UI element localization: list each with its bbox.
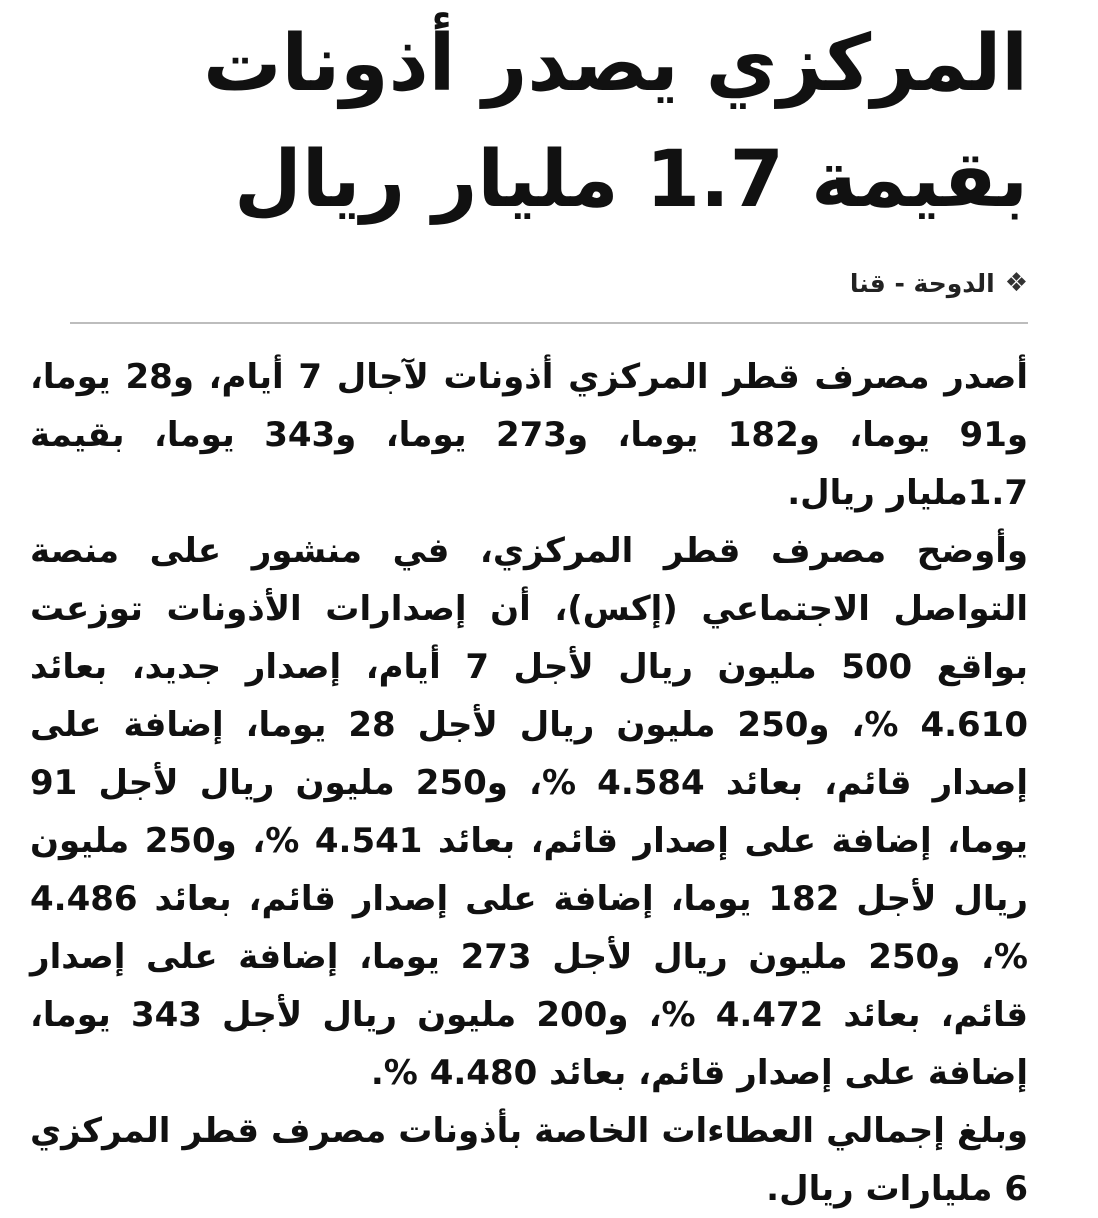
diamond-bullet-icon: ❖: [1004, 268, 1028, 298]
article-headline: المركزي يصدر أذونات بقيمة 1.7 مليار ريال: [203, 19, 1028, 225]
article-paragraph-1: أصدر مصرف قطر المركزي أذونات لآجال 7 أيام، و28 يوما، و91 يوما، و182 يوما، و273 يوما، و343 يوما، بقيمة 1.7مليار ريال.: [30, 357, 1028, 513]
article-paragraph-2: وأوضح مصرف قطر المركزي، في منشور على منصة التواصل الاجتماعي (إكس)، أن إصدارات الأذونات توزعت بواقع 500 مليون ريال لأجل 7 أيام، إصدار جديد، بعائد 4.610 %، و250 مليون ريال لأجل 28 يوما، إضافة على إصدار قائم، بعائد 4.584 %، و250 مليون ريال لأجل 91 يوما، إضافة على إصدار قائم، بعائد 4.541 %، و250 مليون ريال لأجل 182 يوما، إضافة على إصدار قائم، بعائد 4.486 %، و250 مليون ريال لأجل 273 يوما، إضافة على إصدار قائم، بعائد 4.472 %، و200 مليون ريال لأجل 343 يوما، إضافة على إصدار قائم، بعائد 4.480 %.: [30, 531, 1029, 1093]
article-paragraph-3: وبلغ إجمالي العطاءات الخاصة بأذونات مصرف قطر المركزي 6 مليارات ريال.: [30, 1111, 1028, 1209]
article-dateline: [30, 268, 1028, 298]
article-body: [30, 348, 1028, 1218]
headline-divider: [70, 322, 1028, 324]
dateline-text: الدوحة - قنا: [849, 268, 995, 298]
